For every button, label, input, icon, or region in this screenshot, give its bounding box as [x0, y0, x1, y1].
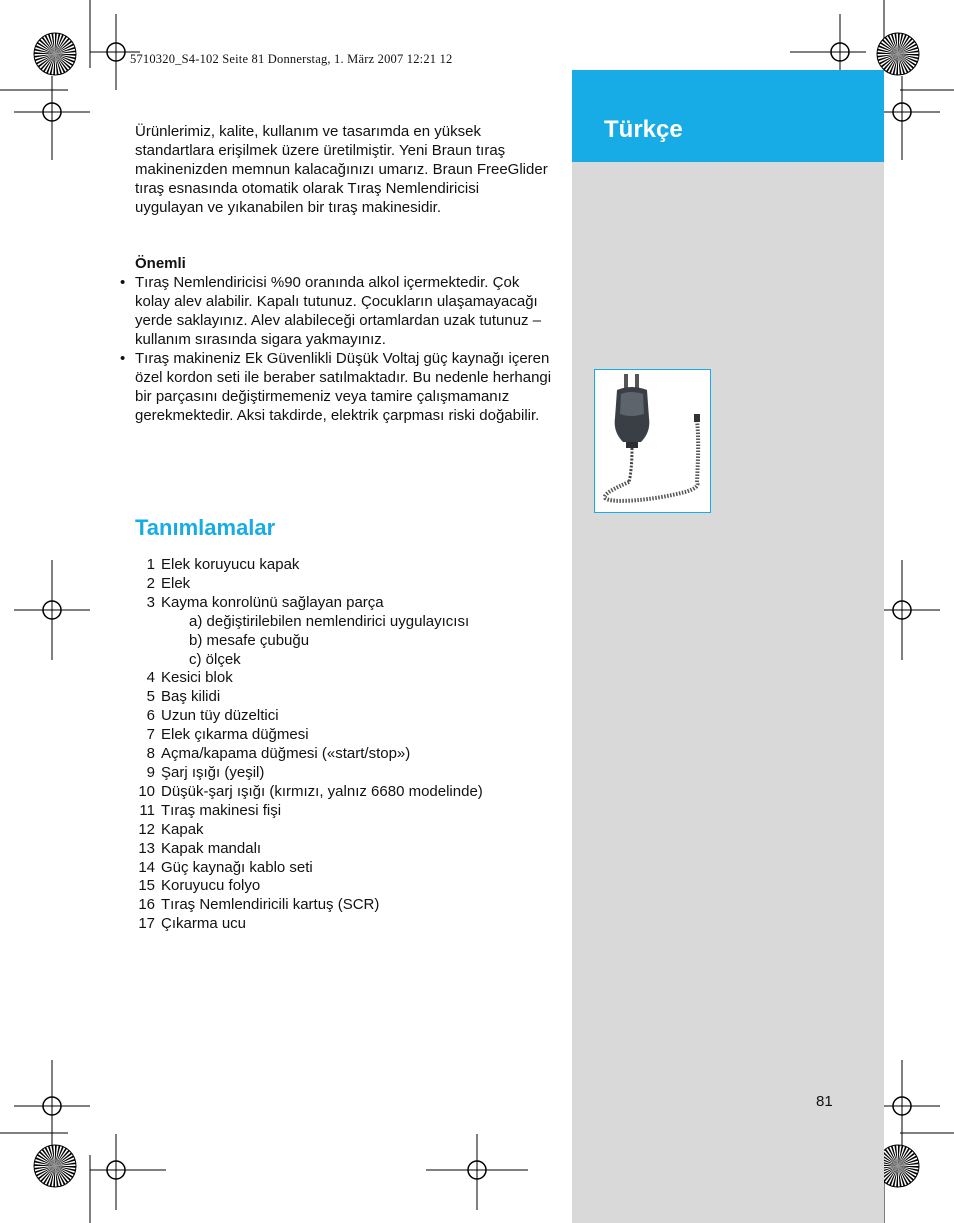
list-item: 1 Elek koruyucu kapak [146, 556, 300, 573]
list-item: 15 Koruyucu folyo [138, 877, 261, 895]
list-item: 17 Çıkarma ucu [138, 915, 247, 933]
list-item: b) mesafe çubuğu [189, 631, 310, 649]
list-item: c) ölçek [189, 650, 241, 668]
list-item: 7 Elek çıkarma düğmesi [146, 726, 309, 744]
important-heading: Önemli [135, 255, 186, 272]
parts-list [133, 556, 483, 934]
bullet-voltage-warning: • Tıraş makineniz Ek Güvenlikli Düşük Voltaj güç kaynağı içeren özel kordon seti ile beraber satılmaktadır. Bu nedenle herhangi bir parçasını değiştirmemeniz veya tamire çalışmamanız gerekmektedir. Aksi takdirde, elektrik çarpması riski doğabilir. [135, 349, 555, 425]
list-item: 3 Kayma konrolünü sağlayan parça [146, 593, 384, 611]
list-item: 9 Şarj ışığı (yeşil) [146, 763, 265, 781]
list-item: 8 Açma/kapama düğmesi («start/stop») [146, 745, 411, 763]
list-item: a) değiştirilebilen nemlendirici uygulayıcısı [189, 612, 470, 630]
intro-paragraph: Ürünlerimiz, kalite, kullanım ve tasarımda en yüksek standartlara erişilmek üzere üretilmiştir. Yeni Braun tıraş makinenizden memnun kalacağınızı umarız. Braun FreeGlider tıraş esnasında otomatik olarak Tıraş Nemlendiricisi uygulayan ve yıkanabilen bir tıraş makinesidir. [135, 123, 548, 216]
list-item: 12 Kapak [138, 820, 204, 838]
descriptions-heading: Tanımlamalar [135, 515, 276, 540]
power-cord-figure [594, 369, 711, 513]
list-item: 4 Kesici blok [146, 669, 233, 687]
list-item: 5 Baş kilidi [146, 688, 221, 706]
print-header: 5710320_S4-102 Seite 81 Donnerstag, 1. März 2007 12:21 12 [130, 52, 453, 66]
list-item: 10 Düşük-şarj ışığı (kırmızı, yalnız 6680 modelinde) [138, 782, 483, 800]
grey-sidebar [572, 70, 884, 1223]
language-title: Türkçe [604, 116, 683, 143]
list-item: 6 Uzun tüy düzeltici [146, 707, 279, 725]
list-item: 11 Tıraş makinesi fişi [139, 801, 282, 819]
bullet-alcohol-warning: • Tıraş Nemlendiricisi %90 oranında alkol içermektedir. Çok kolay alev alabilir. Kapalı tutunuz. Çocukların ulaşamayacağı yerde saklayınız. Alev alabileceği ortamlardan uzak tutunuz – kullanım sırasında sigara yakmayınız. [135, 273, 555, 349]
list-item: 16 Tıraş Nemlendiricili kartuş (SCR) [138, 896, 380, 914]
page-number: 81 [816, 1093, 833, 1110]
list-item: 13 Kapak mandalı [138, 839, 262, 857]
list-item: 14 Güç kaynağı kablo seti [138, 858, 313, 876]
power-cord-icon [595, 370, 710, 512]
important-list [135, 273, 555, 425]
list-item: 2 Elek [146, 574, 191, 592]
